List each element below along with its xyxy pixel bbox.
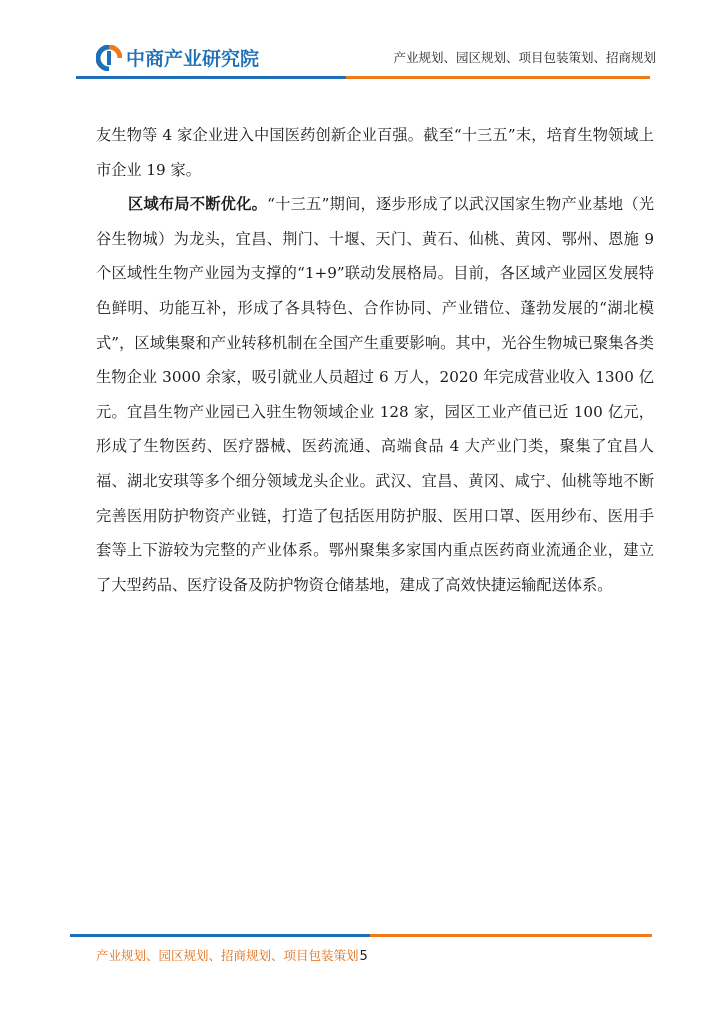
paragraph-continuation: 友生物等 4 家企业进入中国医药创新企业百强。截至“十三五”末，培育生物领域上市企业 19 家。 xyxy=(96,126,654,179)
paragraph-regional-layout xyxy=(96,187,654,602)
paragraph-lead-heading: 区域布局不断优化。 xyxy=(128,195,268,214)
logo-text: 中商产业研究院 xyxy=(126,48,260,70)
footer-divider-orange xyxy=(370,934,652,937)
footer-divider-blue xyxy=(70,934,370,937)
page-header xyxy=(0,0,724,85)
page-footer xyxy=(96,946,368,964)
page-number: 5 xyxy=(359,949,368,964)
company-logo xyxy=(96,44,259,71)
footer-tagline: 产业规划、园区规划、招商规划、项目包装策划 xyxy=(96,948,359,963)
header-divider-orange xyxy=(346,76,650,79)
logo-icon xyxy=(96,45,122,71)
header-tagline: 产业规划、园区规划、项目包装策划、招商规划 xyxy=(393,50,656,65)
document-body xyxy=(96,118,654,602)
paragraph-body-text: “十三五”期间，逐步形成了以武汉国家生物产业基地（光谷生物城）为龙头，宜昌、荆门、十堰、天门、黄石、仙桃、黄冈、鄂州、恩施 9 个区域性生物产业园为支撑的“1+9”联动发展格局。目前，各区域产业园区发展特色鲜明、功能互补，形成了各具特色、合作协同、产业错位、蓬勃发展的“湖北模式”，区域集聚和产业转移机制在全国产生重要影响。其中，光谷生物城已聚集各类生物企业 3000 余家，吸引就业人员超过 6 万人，2020 年完成营业收入 1300 亿元。宜昌生物产业园已入驻生物领域企业 128 家，园区工业产值已近 100 亿元，形成了生物医药、医疗器械、医药流通、高端食品 4 大产业门类，聚集了宜昌人福、湖北安琪等多个细分领域龙头企业。武汉、宜昌、黄冈、咸宁、仙桃等地不断完善医用防护物资产业链，打造了包括医用防护服、医用口罩、医用纱布、医用手套等上下游较为完整的产业体系。鄂州聚集多家国内重点医药商业流通企业，建立了大型药品、医疗设备及防护物资仓储基地，建成了高效快捷运输配送体系。 xyxy=(96,195,655,594)
header-divider-blue xyxy=(76,76,346,79)
